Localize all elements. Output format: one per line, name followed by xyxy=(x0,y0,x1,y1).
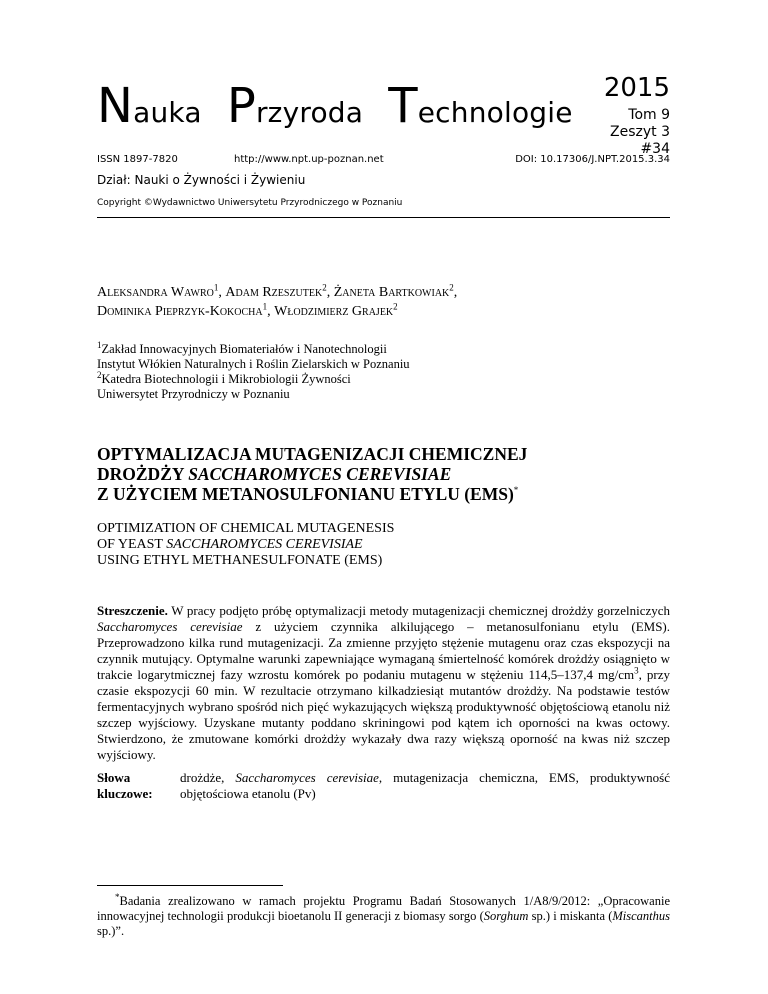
journal-issue: Zeszyt 3 xyxy=(610,124,670,140)
title-line: DROŻDŻY SACCHAROMYCES CEREVISIAE xyxy=(97,464,452,484)
affiliation-ref: 1 xyxy=(213,282,219,293)
affiliation-text: Katedra Biotechnologii i Mikrobiologii Żywności xyxy=(101,372,351,386)
journal-url[interactable]: http://www.npt.up-poznan.net xyxy=(234,154,384,165)
abstract-label: Streszczenie. xyxy=(97,603,168,618)
article-title-en xyxy=(97,521,670,569)
separator: , xyxy=(267,304,275,319)
affiliation-line: Uniwersytet Przyrodniczy w Poznaniu xyxy=(97,387,290,401)
separator: , xyxy=(218,285,226,300)
journal-title-word: Technologie xyxy=(388,78,573,134)
title-line: Z UŻYCIEM METANOSULFONIANU ETYLU (EMS)* xyxy=(97,484,519,504)
issn: ISSN 1897-7820 xyxy=(97,154,178,165)
author-list xyxy=(97,283,670,321)
affiliation-ref: 1 xyxy=(262,301,268,312)
affiliation-line xyxy=(97,339,670,357)
title-line: OPTYMALIZACJA MUTAGENIZACJI CHEMICZNEJ xyxy=(97,444,528,464)
keywords-label: Słowa kluczowe: xyxy=(97,770,153,801)
author-name: Adam Rzeszutek xyxy=(225,285,323,300)
footnote-marker: * xyxy=(115,891,120,902)
author-name: Żaneta Bartkowiak xyxy=(333,285,450,300)
affiliation-text: Zakład Innowacyjnych Biomateriałów i Nanotechnologii xyxy=(101,342,387,356)
copyright: Copyright ©Wydawnictwo Uniwersytetu Przyrodniczego w Poznaniu xyxy=(97,198,403,208)
title-line: USING ETHYL METHANESULFONATE (EMS) xyxy=(97,553,383,568)
affiliation-ref: 2 xyxy=(322,282,327,293)
journal-title-word: Przyroda xyxy=(226,78,364,134)
header-divider xyxy=(97,217,670,218)
title-line: OPTIMIZATION OF CHEMICAL MUTAGENESIS xyxy=(97,521,395,536)
journal-year: 2015 xyxy=(603,73,670,103)
affiliation-number: 1 xyxy=(97,339,102,350)
section-label: Dział: Nauki o Żywności i Żywieniu xyxy=(97,173,306,187)
species-name: SACCHAROMYCES CEREVISIAE xyxy=(188,464,452,484)
journal-volume: Tom 9 xyxy=(628,107,670,123)
journal-title-word: Nauka xyxy=(97,78,202,134)
title-line: OF YEAST SACCHAROMYCES CEREVISIAE xyxy=(97,537,363,552)
keywords-text: drożdże, Saccharomyces cerevisiae, mutagenizacja chemiczna, EMS, produktywność objętościowa etanolu (Pv) xyxy=(180,770,671,801)
author-name: Dominika Pieprzyk-Kokocha xyxy=(97,304,263,319)
affiliations xyxy=(97,339,670,402)
species-name: SACCHAROMYCES CEREVISIAE xyxy=(166,537,363,552)
species-name: Saccharomyces cerevisiae xyxy=(97,619,243,634)
affiliation-ref: 2 xyxy=(393,301,398,312)
separator: , xyxy=(453,285,458,300)
author-line xyxy=(97,302,670,321)
keywords xyxy=(97,770,670,802)
journal-title xyxy=(97,78,589,134)
affiliation-number: 2 xyxy=(97,369,102,380)
footnote-marker[interactable]: * xyxy=(513,485,519,496)
footnote-divider xyxy=(97,885,283,886)
affiliation-line xyxy=(97,369,670,387)
species-name: Saccharomyces cerevisiae xyxy=(235,770,379,785)
author-line xyxy=(97,283,670,302)
author-name: Włodzimierz Grajek xyxy=(274,304,394,319)
footnote: *Badania zrealizowano w ramach projektu Programu Badań Stosowanych 1/A8/9/2012: „Opracowanie innowacyjnej technologii produkcji bioetanolu II generacji z biomasy sorgo (Sorghum sp.) i miskanta (Miscanthus sp.)”. xyxy=(97,891,670,938)
affiliation-ref: 2 xyxy=(449,282,454,293)
article-number: #34 xyxy=(640,141,670,157)
abstract: Streszczenie. W pracy podjęto próbę optymalizacji metody mutagenizacji chemicznej drożdży gorzelniczych Saccharomyces cerevisiae z użyciem czynnika alkilującego – metanosulfonianu etylu (EMS). Przeprowadzono kilka rund mutagenizacji. Za zmienne przyjęto stężenie mutagenu oraz czas ekspozycji na czynnik mutujący. Optymalne warunki zapewniające wymaganą śmiertelność komórek drożdży osiągnięto w trakcie logarytmicznej fazy wzrostu komórek po podaniu mutagenu w stężeniu 114,5–137,4 $mg/cm^3$, przy czasie ekspozycji 60 min. W rezultacie otrzymano kilkadziesiąt mutantów drożdży. Na podstawie testów fermentacyjnych wybrano spośród nich pięć wykazujących większą produktywność objętościową etanolu niż szczep wyjściowy. Uzyskane mutanty poddano skriningowi pod kątem ich oporności na kwas octowy. Stwierdzono, że zmutowane komórki drożdży wykazały dwa razy większą oporność na kwas niż szczep wyjściowy. xyxy=(97,603,670,762)
doi[interactable]: DOI: 10.17306/J.NPT.2015.3.34 xyxy=(515,154,670,165)
author-name: Aleksandra Wawro xyxy=(97,285,214,300)
separator: , xyxy=(326,285,334,300)
article-title-pl xyxy=(97,444,670,504)
affiliation-line: Instytut Włókien Naturalnych i Roślin Zielarskich w Poznaniu xyxy=(97,357,410,371)
